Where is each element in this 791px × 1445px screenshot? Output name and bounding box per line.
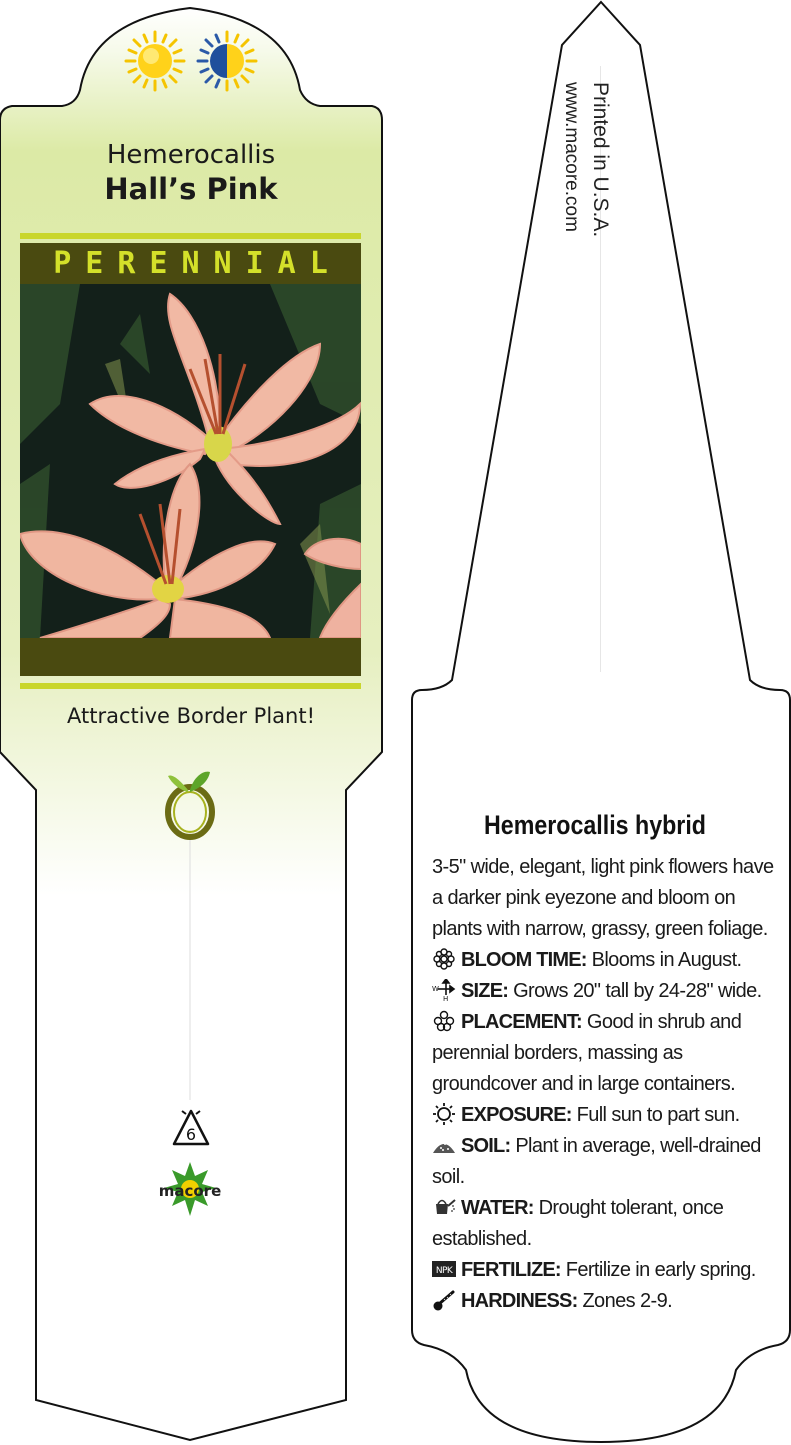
bloom-flower-icon bbox=[432, 948, 456, 970]
recycle-code: 6 bbox=[185, 1125, 197, 1144]
attr-placement: PLACEMENT: Good in shrub and perennial borders, massing as groundcover and in large containers. bbox=[432, 1011, 742, 1095]
attr-hardiness: HARDINESS: Zones 2-9. bbox=[432, 1286, 774, 1317]
plant-variety: Hall’s Pink bbox=[104, 172, 278, 206]
npk-fertilizer-icon bbox=[432, 1258, 456, 1280]
attr-fertilize: NPK FERTILIZE: Fertilize in early spring. bbox=[432, 1255, 774, 1286]
soil-pile-icon bbox=[432, 1134, 456, 1156]
plant-description: 3-5" wide, elegant, light pink flowers have a darker pink eyezone and bloom on plants with narrow, grassy, green foliage. bbox=[432, 856, 774, 940]
placement-plants-icon bbox=[432, 1010, 456, 1032]
care-info bbox=[432, 852, 774, 1317]
printed-in: Printed in U.S.A. bbox=[589, 82, 612, 238]
size-arrows-icon bbox=[432, 979, 456, 1001]
attr-soil: SOIL: Plant in average, well-drained soil. bbox=[432, 1135, 761, 1188]
watering-can-icon bbox=[432, 1196, 456, 1218]
attr-size: W H SIZE: Grows 20" tall by 24-28" wide. bbox=[432, 980, 762, 1002]
upper-accent-stripe bbox=[20, 233, 361, 239]
tagline: Attractive Border Plant! bbox=[66, 704, 315, 728]
plant-genus: Hemerocallis bbox=[106, 140, 276, 170]
seedling-emblem-icon bbox=[160, 768, 220, 840]
website: www.macore.com bbox=[561, 82, 582, 232]
lower-accent-stripe bbox=[20, 683, 361, 689]
botanical-heading: Hemerocallis hybrid bbox=[484, 810, 706, 840]
svg-text:NPK: NPK bbox=[435, 1266, 453, 1276]
part-sun-icon bbox=[196, 30, 258, 92]
svg-text:H: H bbox=[443, 995, 448, 1001]
attr-exposure: EXPOSURE: Full sun to part sun. bbox=[432, 1100, 774, 1131]
category-label: PERENNIAL bbox=[53, 246, 342, 281]
recycle-6-icon bbox=[170, 1108, 212, 1150]
plant-photo bbox=[20, 284, 361, 638]
full-sun-icon bbox=[124, 30, 186, 92]
brand-name: macore bbox=[158, 1182, 222, 1200]
thermometer-icon bbox=[432, 1289, 456, 1311]
attr-bloom-time: BLOOM TIME: Blooms in August. bbox=[432, 945, 774, 976]
sun-exposure-icon bbox=[432, 1103, 456, 1125]
attr-water: WATER: Drought tolerant, once established. bbox=[432, 1197, 724, 1250]
svg-text:W: W bbox=[432, 985, 439, 993]
lower-band bbox=[20, 638, 361, 676]
